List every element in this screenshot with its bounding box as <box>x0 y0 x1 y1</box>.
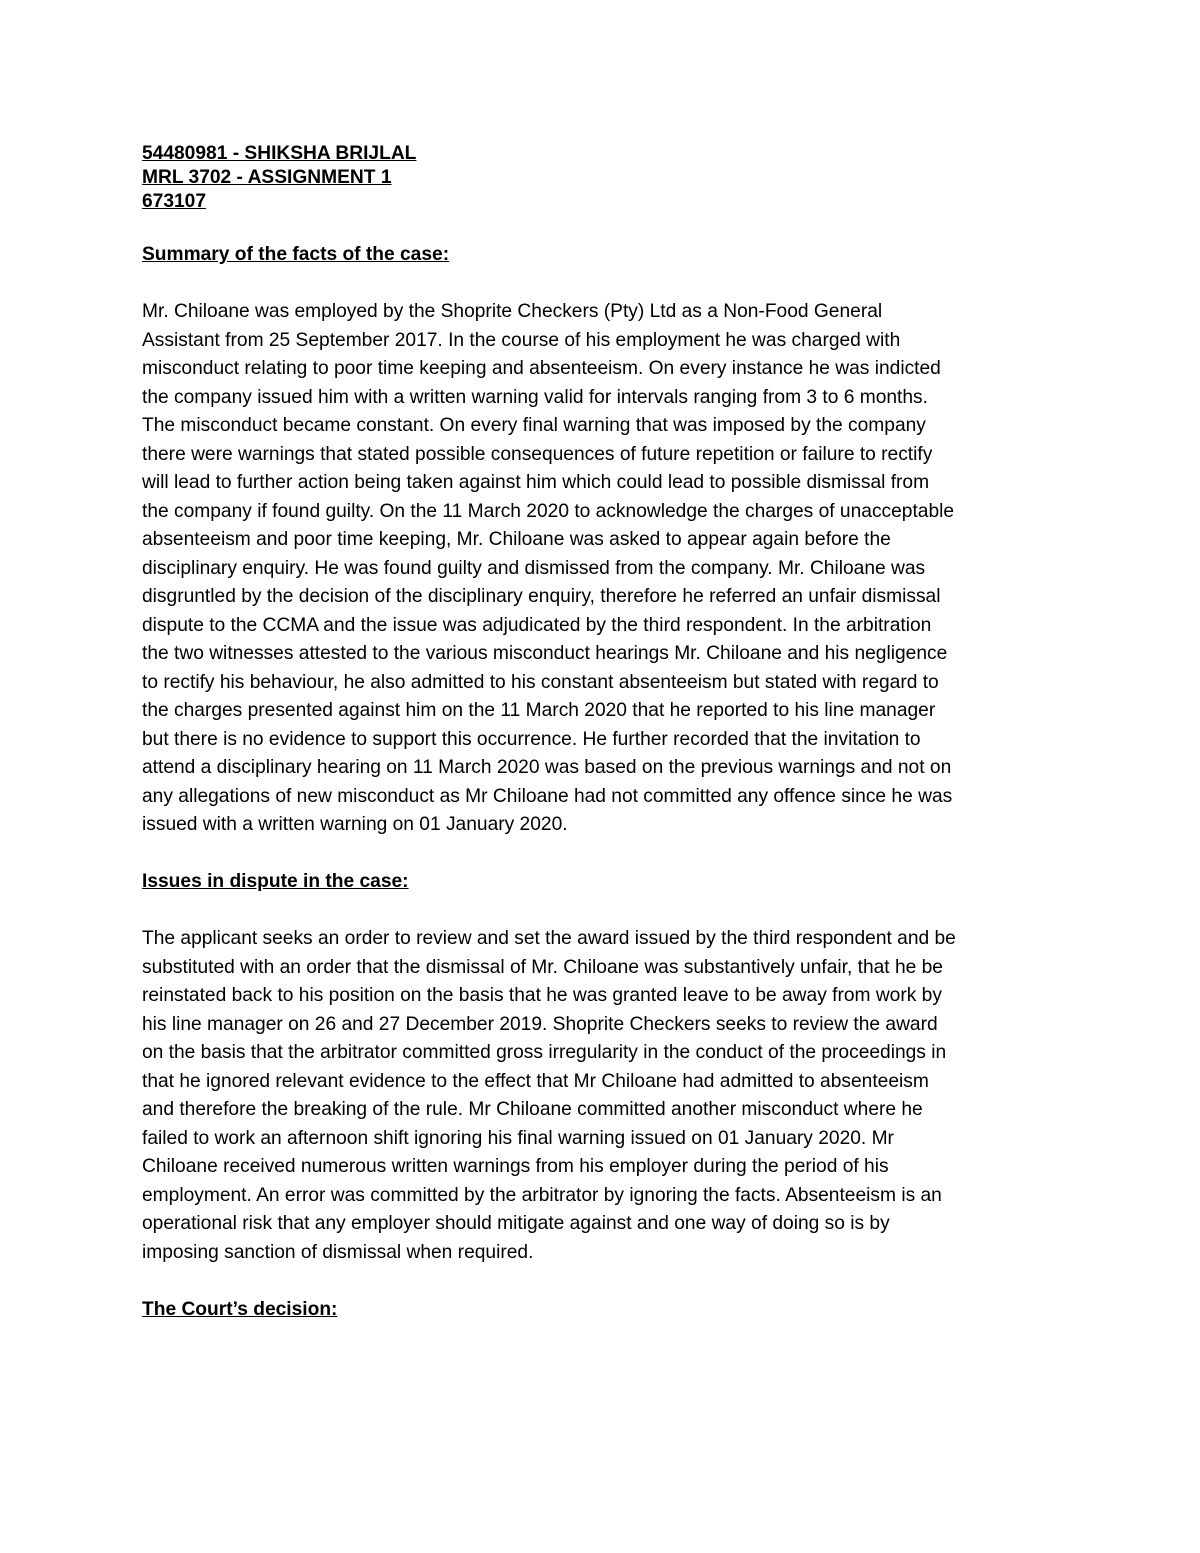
paragraph-line: operational risk that any employer should mitigate against and one way of doing so is by <box>142 1213 890 1234</box>
section-facts-paragraph <box>142 298 1072 840</box>
section-heading-facts: Summary of the facts of the case: <box>142 244 450 265</box>
paragraph-line: and therefore the breaking of the rule. Mr Chiloane committed another misconduct where he <box>142 1099 923 1120</box>
paragraph-line: the two witnesses attested to the various misconduct hearings Mr. Chiloane and his negligence <box>142 643 948 664</box>
paragraph-line: employment. An error was committed by the arbitrator by ignoring the facts. Absenteeism is an <box>142 1184 942 1206</box>
paragraph-line: the charges presented against him on the 11 March 2020 that he reported to his line manager <box>142 700 936 721</box>
paragraph-line: absenteeism and poor time keeping, Mr. Chiloane was asked to appear again before the <box>142 529 891 550</box>
assignment-number-line: 673107 <box>142 191 207 212</box>
paragraph-line: The applicant seeks an order to review and set the award issued by the third respondent and be <box>142 928 956 949</box>
paragraph-line: his line manager on 26 and 27 December 2019. Shoprite Checkers seeks to review the award <box>142 1013 938 1035</box>
paragraph-line: The misconduct became constant. On every final warning that was imposed by the company <box>142 415 926 436</box>
paragraph-line: misconduct relating to poor time keeping and absenteeism. On every instance he was indicted <box>142 358 941 379</box>
document-body <box>142 142 1072 1324</box>
assignment-title-line: MRL 3702 - ASSIGNMENT 1 <box>142 167 392 188</box>
paragraph-line: attend a disciplinary hearing on 11 March 2020 was based on the previous warnings and not on <box>142 757 952 778</box>
section-heading-issues: Issues in dispute in the case: <box>142 871 409 892</box>
spacer <box>142 270 1072 299</box>
paragraph-line: to rectify his behaviour, he also admitted to his constant absenteeism but stated with regard to <box>142 671 939 693</box>
paragraph-line: failed to work an afternoon shift ignoring his final warning issued on 01 January 2020. Mr <box>142 1127 894 1149</box>
paragraph-line: reinstated back to his position on the basis that he was granted leave to be away from work by <box>142 985 942 1006</box>
spacer <box>142 1267 1072 1296</box>
paragraph-line: the company if found guilty. On the 11 March 2020 to acknowledge the charges of unacceptable <box>142 500 955 522</box>
paragraph-line: disciplinary enquiry. He was found guilty and dismissed from the company. Mr. Chiloane was <box>142 557 926 579</box>
paragraph-line: will lead to further action being taken against him which could lead to possible dismissal from <box>142 472 930 493</box>
paragraph-line: issued with a written warning on 01 January 2020. <box>142 814 568 835</box>
paragraph-line: any allegations of new misconduct as Mr Chiloane had not committed any offence since he was <box>142 785 953 807</box>
paragraph-line: on the basis that the arbitrator committed gross irregularity in the conduct of the proceedings in <box>142 1042 947 1063</box>
paragraph-line: Mr. Chiloane was employed by the Shoprite Checkers (Pty) Ltd as a Non-Food General <box>142 301 883 322</box>
spacer <box>142 897 1072 926</box>
paragraph-line: that he ignored relevant evidence to the effect that Mr Chiloane had admitted to absenteeism <box>142 1070 929 1092</box>
section-heading-decision: The Court’s decision: <box>142 1298 338 1320</box>
paragraph-line: imposing sanction of dismissal when required. <box>142 1241 534 1263</box>
paragraph-line: the company issued him with a written warning valid for intervals ranging from 3 to 6 months. <box>142 386 928 408</box>
paragraph-line: Assistant from 25 September 2017. In the course of his employment he was charged with <box>142 329 901 351</box>
paragraph-line: but there is no evidence to support this occurrence. He further recorded that the invitation to <box>142 728 921 750</box>
paragraph-line: dispute to the CCMA and the issue was adjudicated by the third respondent. In the arbitration <box>142 614 932 636</box>
paragraph-line: there were warnings that stated possible consequences of future repetition or failure to rectify <box>142 443 933 465</box>
spacer <box>142 840 1072 869</box>
document-header <box>142 142 1072 214</box>
paragraph-line: disgruntled by the decision of the disciplinary enquiry, therefore he referred an unfair dismissal <box>142 586 941 607</box>
section-issues-paragraph <box>142 925 1072 1267</box>
student-name-line: 54480981 - SHIKSHA BRIJLAL <box>142 143 417 164</box>
paragraph-line: Chiloane received numerous written warnings from his employer during the period of his <box>142 1156 889 1177</box>
paragraph-line: substituted with an order that the dismissal of Mr. Chiloane was substantively unfair, that he be <box>142 956 943 978</box>
spacer <box>142 214 1072 241</box>
